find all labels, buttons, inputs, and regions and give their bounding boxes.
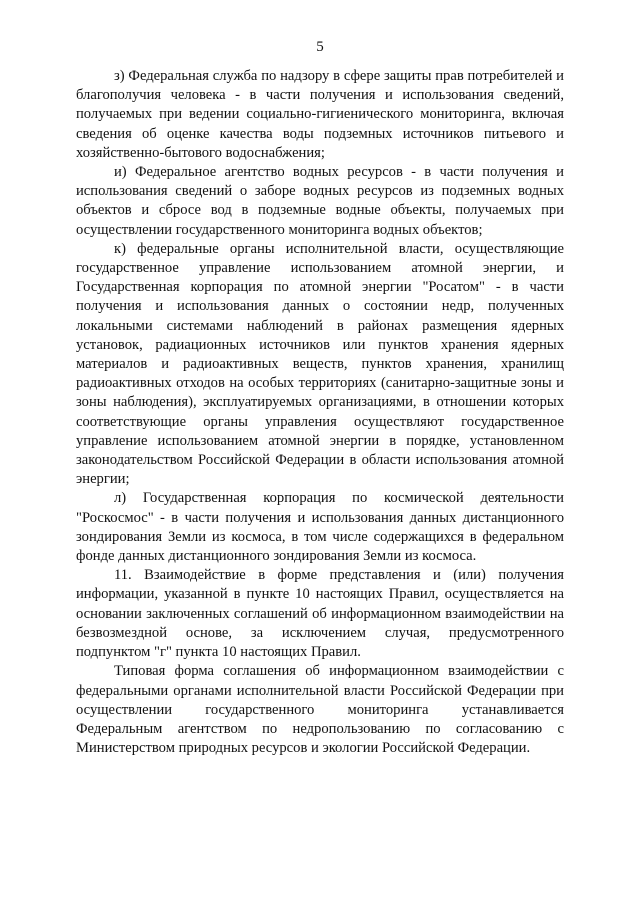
paragraph-l: л) Государственная корпорация по космической деятельности "Роскосмос" - в части получения и использования данных дистанционного зондирования Земли из космоса, в том числе содержащихся в федеральном фонде данных дистанционного зондирования Земли из космоса. — [76, 490, 564, 565]
paragraph-11: 11. Взаимодействие в форме представления и (или) получения информации, указанной в пункте 10 настоящих Правил, осуществляется на основании заключенных соглашений об информационном взаимодействии на безвозмездной основе, за исключением случая, предусмотренного подпунктом "г" пункта 10 настоящих Правил. — [76, 567, 564, 661]
paragraph-z: з) Федеральная служба по надзору в сфере защиты прав потребителей и благополучия человека - в части получения и использования сведений, получаемых при ведении социально-гигиенического мониторинга, включая сведения об оценке качества воды подземных источников питьевого и хозяйственно-бытового водоснабжения; — [76, 68, 564, 161]
paragraph-k: к) федеральные органы исполнительной власти, осуществляющие государственное управление использованием атомной энергии, и Государственная корпорация по атомной энергии "Росатом" - в части получения и использования данных о состоянии недр, полученных локальными системами наблюдений в районах размещения ядерных установок, радиационных источников или пунктов хранения ядерных материалов и радиоактивных веществ, пунктов хранения, хранилищ радиоактивных отходов на особых территориях (санитарно-защитные зоны и зоны наблюдения), эксплуатируемых организациями, в отношении которых соответствующие органы управления осуществляют государственное управление использованием атомной энергии в порядке, установленном законодательством Российской Федерации в области использования атомной энергии; — [76, 240, 564, 488]
document-body — [76, 67, 564, 758]
paragraph-i: и) Федеральное агентство водных ресурсов - в части получения и использования сведений о заборе водных ресурсов из подземных водных объектов и сбросе вод в подземные водные объекты, получаемых при осуществлении государственного мониторинга водных объектов; — [76, 164, 564, 238]
page-number: 5 — [316, 39, 324, 55]
paragraph-standard-form: Типовая форма соглашения об информационном взаимодействии с федеральными органами исполнительной власти Российской Федерации при осуществлении государственного мониторинга устанавливается Федеральным агентством по недропользованию по согласованию с Министерством природных ресурсов и экологии Российской Федерации. — [76, 663, 564, 757]
